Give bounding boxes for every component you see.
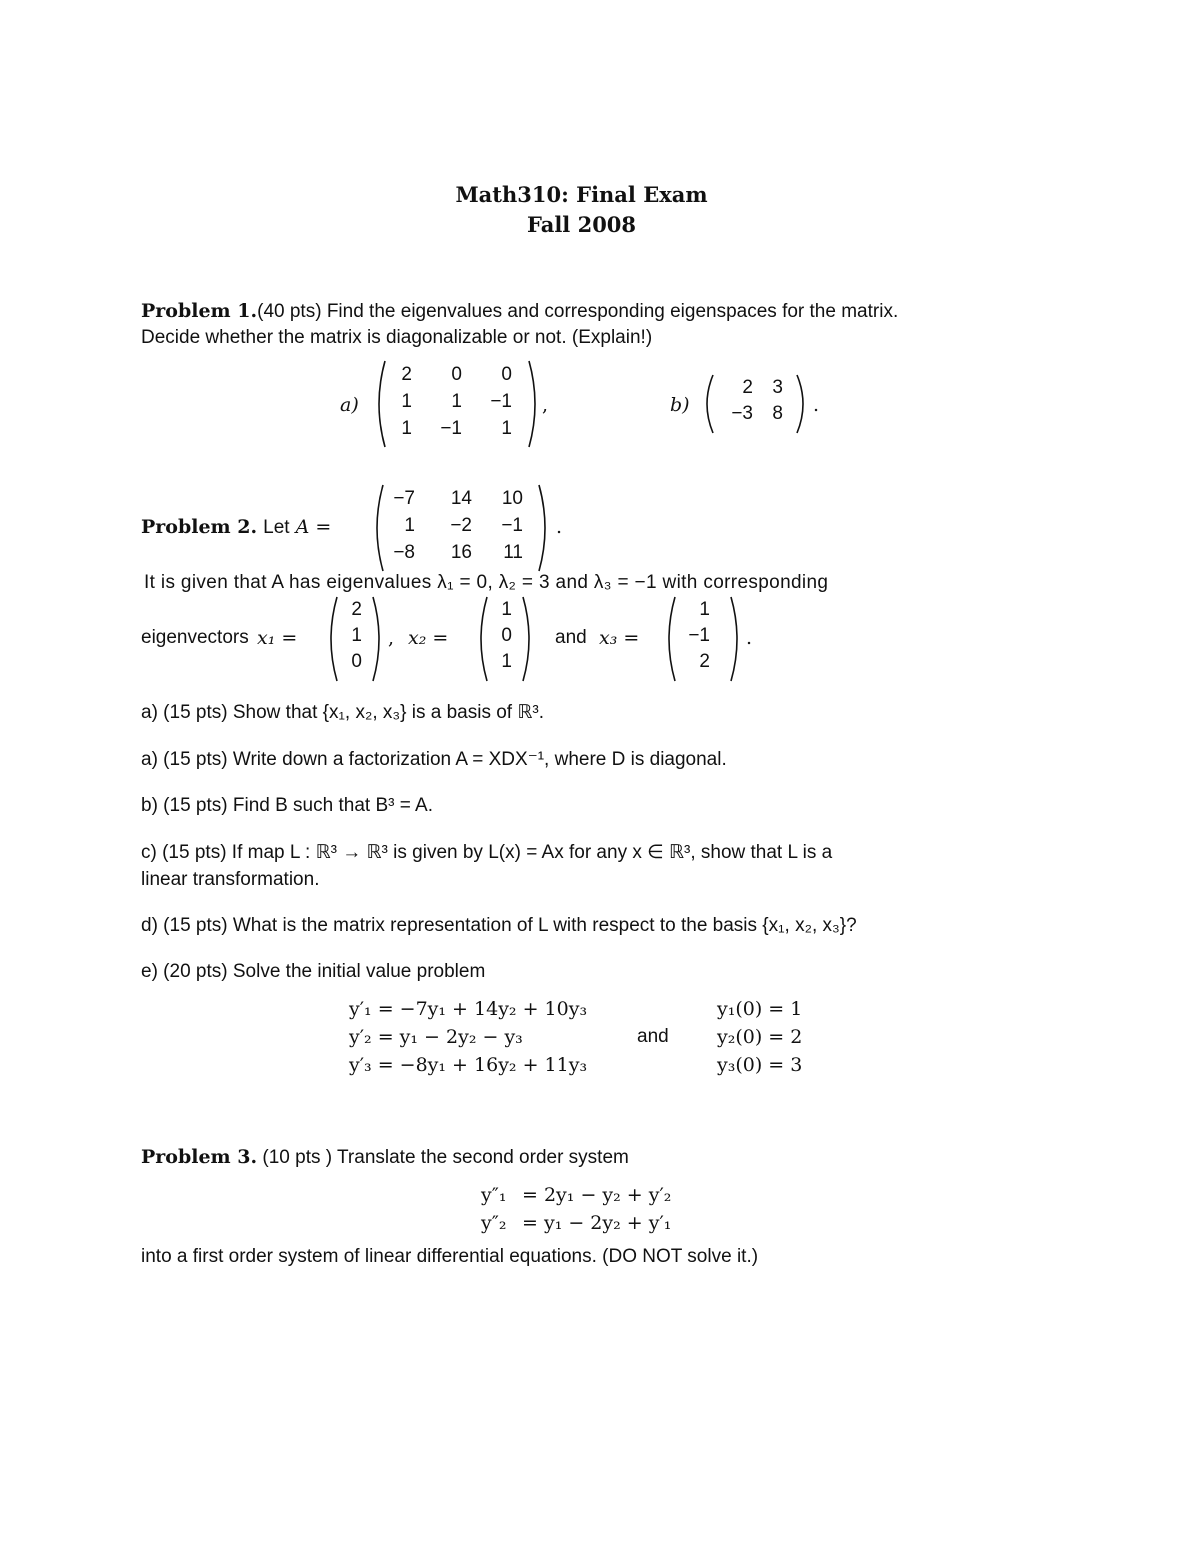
period: .: [556, 516, 563, 538]
matrix-cell: −1: [501, 515, 523, 536]
exam-title: Math310: Final Exam: [455, 182, 708, 207]
problem-3-label: Problem 3.: [141, 1146, 258, 1168]
matrix-cell: 1: [404, 515, 415, 536]
comma: ,: [388, 627, 395, 649]
matrix-cell: 0: [501, 364, 512, 385]
matrix-cell: 1: [699, 599, 710, 620]
right-paren: [536, 484, 552, 572]
left-paren: [662, 596, 678, 682]
right-paren: [794, 374, 810, 434]
matrix-cell: 2: [742, 377, 753, 398]
matrix-cell: 1: [401, 391, 412, 412]
matrix-1b: [700, 374, 810, 434]
question-2c-line-2: linear transformation.: [141, 869, 320, 890]
matrix-cell: 0: [451, 364, 462, 385]
right-paren: [370, 596, 386, 682]
part-b-label: b): [670, 394, 690, 416]
question-2b: b) (15 pts) Find B such that B³ = A.: [141, 795, 433, 816]
eigenvectors-label: eigenvectors: [141, 627, 249, 648]
initial-condition-1: y₁(0) = 1: [717, 998, 803, 1020]
initial-condition-2: y₂(0) = 2: [717, 1026, 803, 1048]
matrix-cell: 8: [772, 403, 783, 424]
left-paren: [700, 374, 716, 434]
problem-1-text: (40 pts) Find the eigenvalues and corresponding eigenspaces for the matrix.: [257, 301, 899, 322]
matrix-cell: 2: [351, 599, 362, 620]
problem-3-instruction: into a first order system of linear differential equations. (DO NOT solve it.): [141, 1246, 759, 1267]
right-paren: [728, 596, 744, 682]
eigenvalues-text: It is given that A has eigenvalues λ₁ = 0, λ₂ = 3 and λ₃ = −1 with corresponding: [144, 572, 829, 593]
matrix-cell: −3: [731, 403, 753, 424]
left-paren: [324, 596, 340, 682]
problem-3-text: (10 pts ) Translate the second order system: [262, 1147, 629, 1168]
left-paren: [372, 360, 388, 448]
second-order-eq-2-lhs: y″₂: [481, 1212, 507, 1234]
ode-equation-3: y′₃ = −8y₁ + 16y₂ + 11y₃: [349, 1054, 588, 1076]
x1-equals: x₁ =: [257, 627, 298, 649]
question-2a: a) (15 pts) Show that {x₁, x₂, x₃} is a basis of ℝ³.: [141, 702, 545, 723]
vector-x1: [324, 596, 386, 682]
question-2e: e) (20 pts) Solve the initial value problem: [141, 961, 486, 982]
matrix-cell: 10: [501, 488, 523, 509]
matrix-cell: 0: [351, 651, 362, 672]
problem-3-heading: [141, 1146, 629, 1169]
matrix-cell: −1: [440, 418, 462, 439]
problem-2-heading: [141, 516, 331, 539]
problem-1-label: Problem 1.: [141, 300, 258, 322]
matrix-cell: 2: [699, 651, 710, 672]
matrix-1a: [372, 360, 542, 448]
question-2c-line-1: c) (15 pts) If map L : ℝ³ → ℝ³ is given by L(x) = Ax for any x ∈ ℝ³, show that L is a: [141, 842, 833, 863]
question-2a-factorization: a) (15 pts) Write down a factorization A = XDX⁻¹, where D is diagonal.: [141, 749, 727, 770]
matrix-cell: 0: [501, 625, 512, 646]
right-paren: [520, 596, 536, 682]
x3-equals: x₃ =: [599, 627, 640, 649]
vector-x3: [662, 596, 744, 682]
question-2d: d) (15 pts) What is the matrix representation of L with respect to the basis {x₁, x₂, x₃}?: [141, 915, 857, 936]
exam-term: Fall 2008: [526, 212, 637, 237]
matrix-cell: 1: [501, 651, 512, 672]
second-order-eq-2-rhs: = y₁ − 2y₂ + y′₁: [522, 1212, 672, 1234]
matrix-cell: −7: [393, 488, 415, 509]
part-a-label: a): [340, 394, 359, 416]
left-paren: [474, 596, 490, 682]
initial-condition-3: y₃(0) = 3: [717, 1054, 803, 1076]
a-equals: A =: [295, 516, 332, 538]
ode-equation-2: y′₂ = y₁ − 2y₂ − y₃: [349, 1026, 523, 1048]
matrix-cell: −8: [393, 542, 415, 563]
and-word: and: [637, 1026, 669, 1047]
second-order-eq-1-rhs: = 2y₁ − y₂ + y′₂: [522, 1184, 672, 1206]
x2-equals: x₂ =: [408, 627, 449, 649]
ode-equation-1: y′₁ = −7y₁ + 14y₂ + 10y₃: [349, 998, 588, 1020]
matrix-cell: −2: [450, 515, 472, 536]
right-paren: [526, 360, 542, 448]
and-word: and: [555, 627, 587, 648]
matrix-cell: 1: [501, 418, 512, 439]
matrix-cell: 1: [501, 599, 512, 620]
matrix-A: [370, 484, 552, 572]
matrix-cell: 3: [772, 377, 783, 398]
matrix-cell: 16: [450, 542, 472, 563]
problem-1-line-1: [141, 300, 898, 323]
problem-2-label: Problem 2.: [141, 516, 258, 538]
let-word: Let: [263, 517, 290, 538]
period: .: [813, 394, 820, 416]
matrix-cell: 1: [451, 391, 462, 412]
second-order-eq-1-lhs: y″₁: [481, 1184, 507, 1206]
matrix-cell: −1: [688, 625, 710, 646]
matrix-cell: 11: [503, 542, 523, 563]
vector-x2: [474, 596, 536, 682]
comma: ,: [542, 394, 549, 416]
period: .: [746, 627, 753, 649]
matrix-cell: 1: [351, 625, 362, 646]
matrix-cell: 14: [450, 488, 472, 509]
left-paren: [370, 484, 386, 572]
matrix-cell: 1: [401, 418, 412, 439]
matrix-cell: 2: [401, 364, 412, 385]
matrix-cell: −1: [490, 391, 512, 412]
problem-1-line-2: Decide whether the matrix is diagonalizable or not. (Explain!): [141, 327, 653, 348]
